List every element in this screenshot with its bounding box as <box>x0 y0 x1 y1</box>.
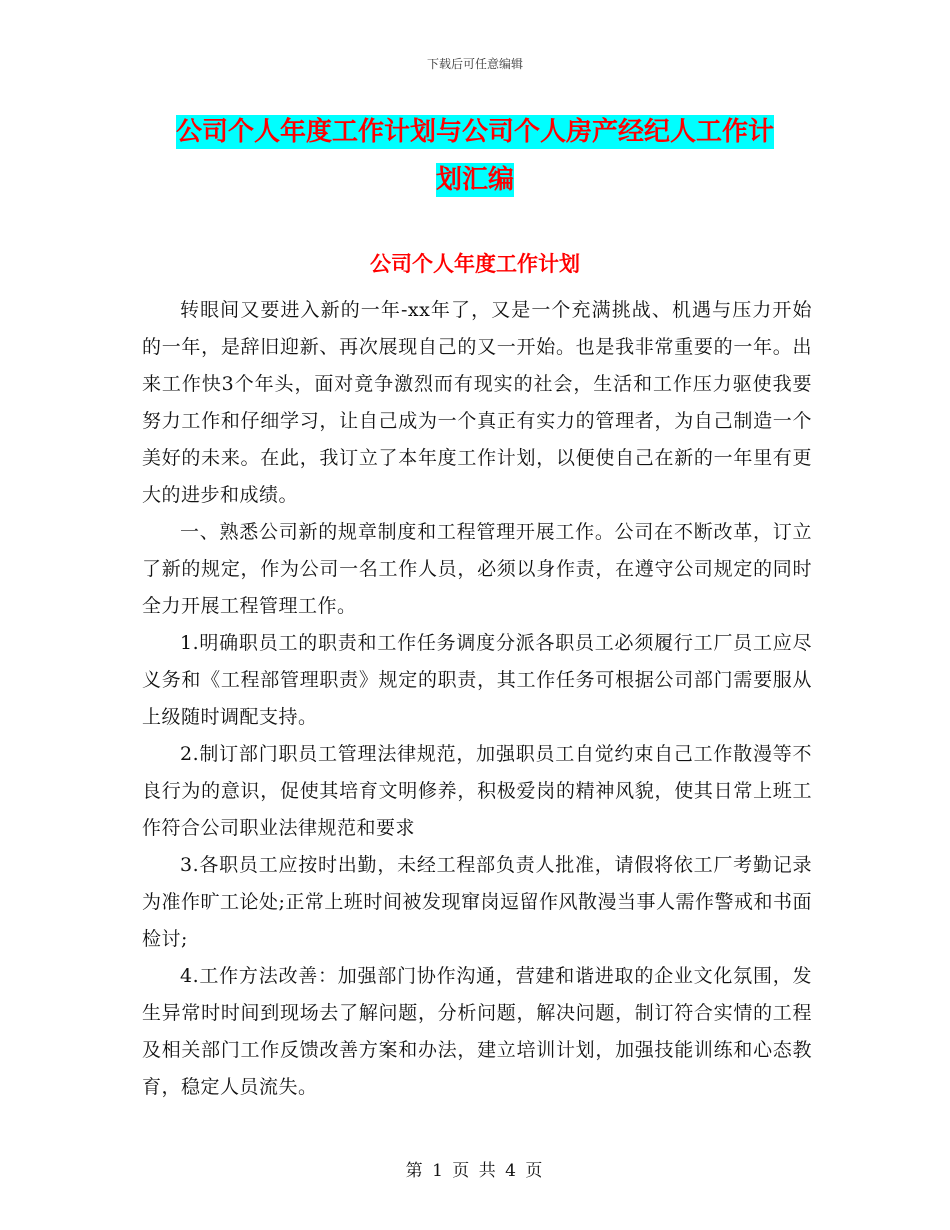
page-header-note: 下载后可任意编辑 <box>426 57 523 71</box>
document-title-line-2: 划汇编 <box>435 165 514 195</box>
paragraph-intro: 转眼间又要进入新的一年-xx年了，又是一个充满挑战、机遇与压力开始的一年，是辞旧迎新、再次展现自己的又一开始。也是我非常重要的一年。出来工作快3个年头，面对竟争激烈而有现实的社会，生活和工作压力驱使我要努力工作和仔细学习，让自己成为一个真正有实力的管理者，为自己制造一个美好的未来。在此，我订立了本年度工作计划，以便使自己在新的一年里有更大的进步和成绩。 <box>142 299 812 506</box>
paragraph-point-2: 2.制订部门职员工管理法律规范，加强职员工自觉约束自己工作散漫等不良行为的意识，促使其培育文明修养，积极爱岗的精神风貌，使其日常上班工作符合公司职业法律规范和要求 <box>142 743 812 839</box>
body-text <box>142 292 812 1106</box>
paragraph-point-1: 1.明确职员工的职责和工作任务调度分派各职员工必须履行工厂员工应尽义务和《工程部管理职责》规定的职责，其工作任务可根据公司部门需要服从上级随时调配支持。 <box>142 632 812 728</box>
paragraph-point-4: 4.工作方法改善：加强部门协作沟通，营建和谐进取的企业文化氛围，发生异常时时间到现场去了解问题，分析问题，解决问题，制订符合实情的工程及相关部门工作反馈改善方案和办法，建立培训计划，加强技能训练和心态教育，稳定人员流失。 <box>142 965 812 1098</box>
section-title: 公司个人年度工作计划 <box>370 251 580 276</box>
page-number: 第 1 页 共 4 页 <box>405 1161 545 1181</box>
paragraph-point-3: 3.各职员工应按时出勤，未经工程部负责人批准，请假将依工厂考勤记录为准作旷工论处;正常上班时间被发现窜岗逗留作风散漫当事人需作警戒和书面检讨; <box>142 854 812 950</box>
paragraph-item-one: 一、熟悉公司新的规章制度和工程管理开展工作。公司在不断改革，订立了新的规定，作为公司一名工作人员，必须以身作责，在遵守公司规定的同时全力开展工程管理工作。 <box>142 521 812 617</box>
document-title-line-1: 公司个人年度工作计划与公司个人房产经纪人工作计 <box>175 117 774 147</box>
document-title <box>140 108 810 204</box>
